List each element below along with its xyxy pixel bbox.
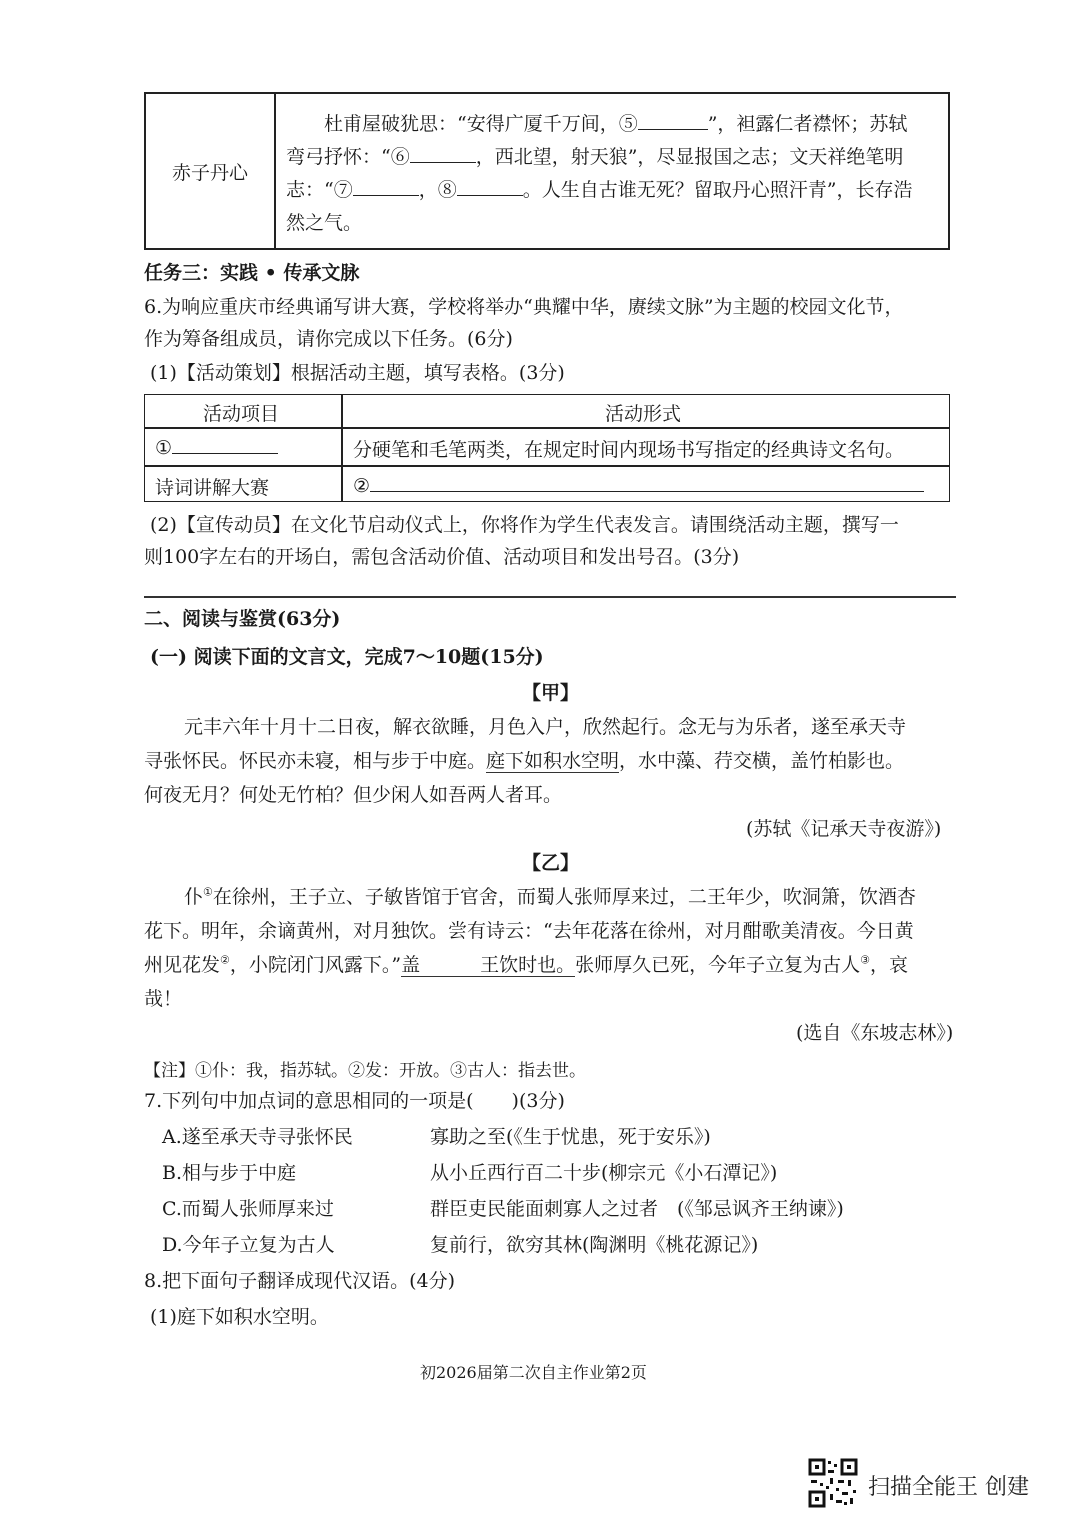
q6-2-line1: (2)【宣传动员】在文化节启动仪式上，你将作为学生代表发言。请围绕活动主题，撰写一 <box>150 514 899 536</box>
yi-underlined-sentence <box>401 954 575 977</box>
q6-stem-line2: 作为筹备组成员，请你完成以下任务。(6分) <box>144 328 513 350</box>
content-text: ”，袒露仁者襟怀；苏轼 <box>707 113 908 135</box>
q8-stem: 8.把下面句子翻译成现代汉语。(4分) <box>144 1270 456 1292</box>
yi-text: 在徐州，王子立、子敏皆馆于官舍，而蜀人张师厚来过，二王年少，吹洞箫，饮酒杏 <box>212 886 916 908</box>
q7-option-a-right: 寡助之至(《生于忧患，死于安乐》) <box>430 1126 711 1148</box>
table-divider <box>341 395 343 501</box>
section2-title: 二、阅读与鉴赏(63分) <box>144 608 341 630</box>
table-divider <box>274 94 276 248</box>
table-divider <box>145 427 949 429</box>
row2-form-label: ② <box>353 475 371 497</box>
q7-option-c-left[interactable]: C.而蜀人张师厚来过 <box>162 1198 334 1220</box>
content-text: 然之气。 <box>286 212 363 234</box>
q7-option-d-left[interactable]: D.今年子立复为古人 <box>162 1234 335 1256</box>
footnote-marker: ① <box>203 885 213 899</box>
q8-sub1: (1)庭下如积水空明。 <box>150 1306 329 1328</box>
jia-line3: 何夜无月？何处无竹柏？但少闲人如吾两人者耳。 <box>144 784 563 806</box>
content-text: 。人生自古谁无死？留取丹心照汗青”，长存浩 <box>522 179 913 201</box>
content-text: 志：“⑦ <box>286 179 353 201</box>
yi-line3 <box>144 950 908 977</box>
answer-line[interactable] <box>144 596 956 598</box>
activity-table <box>144 394 950 502</box>
q7-option-c-right: 群臣吏民能面刺寡人之过者 (《邹忌讽齐王纳谏》) <box>430 1198 844 1220</box>
qr-code-icon <box>808 1458 858 1508</box>
page-footer: 初2026届第二次自主作业第2页 <box>420 1363 647 1382</box>
yi-text: 张师厚久已死，今年子立复为古人 <box>575 954 861 976</box>
blank-5[interactable] <box>638 111 708 130</box>
jia-line1: 元丰六年十月十二日夜，解衣欲睡，月色入户，欣然起行。念无与为乐者，遂至承天寺 <box>184 716 907 738</box>
jia-text: 寻张怀民。怀民亦未寝，相与步于中庭。 <box>144 750 487 772</box>
q7-option-d-right: 复前行，欲穷其林(陶渊明《桃花源记》) <box>430 1234 759 1256</box>
section2-subtitle: (一) 阅读下面的文言文，完成7～10题(15分) <box>150 646 544 668</box>
table-divider <box>145 465 949 467</box>
jia-text: ，水中藻、荇交横，盖竹柏影也。 <box>619 750 905 772</box>
table-row-content <box>286 108 942 240</box>
q7-option-a-left[interactable]: A.遂至承天寺寻张怀民 <box>162 1126 353 1148</box>
footnote-marker: ③ <box>860 953 871 967</box>
row2-item: 诗词讲解大赛 <box>155 477 270 499</box>
yi-source: (选自《东坡志林》) <box>796 1022 954 1044</box>
row2-form <box>353 473 924 497</box>
row1-item <box>155 435 278 459</box>
jia-line2 <box>144 746 904 773</box>
blank-6[interactable] <box>410 144 476 163</box>
content-text: ，西北望，射天狼”，尽显报国之志；文天祥绝笔明 <box>475 146 904 168</box>
blank-1[interactable] <box>172 435 278 454</box>
blank-7[interactable] <box>353 177 419 196</box>
yi-line1 <box>184 882 916 909</box>
annotation-note: 【注】①仆：我，指苏轼。②发：开放。③古人：指去世。 <box>144 1061 586 1081</box>
yi-text: 仆 <box>184 886 204 908</box>
header-activity-form: 活动形式 <box>605 403 682 425</box>
yi-text: 盖 <box>401 954 421 976</box>
yi-text: ，小院闭门风露下。” <box>229 954 402 976</box>
table-row-label: 赤子丹心 <box>171 161 248 184</box>
blank-2[interactable] <box>370 473 924 492</box>
scanner-watermark: 扫描全能王 创建 <box>868 1475 1029 1500</box>
yi-text: 王饮时也。 <box>480 954 576 976</box>
passage-jia-title: 【甲】 <box>522 682 580 704</box>
q7-stem: 7.下列句中加点词的意思相同的一项是( )(3分) <box>144 1090 565 1112</box>
q7-option-b-left[interactable]: B.相与步于中庭 <box>162 1162 297 1184</box>
yi-text: 州见花发 <box>144 954 221 976</box>
passage-yi-title: 【乙】 <box>522 852 580 874</box>
q7-option-b-right: 从小丘西行百二十步(柳宗元《小石潭记》) <box>430 1162 778 1184</box>
row1-item-label: ① <box>155 437 173 459</box>
row1-form: 分硬笔和毛笔两类，在规定时间内现场书写指定的经典诗文名句。 <box>353 439 905 461</box>
content-text: 弯弓抒怀：“⑥ <box>286 146 410 168</box>
header-activity-item: 活动项目 <box>203 403 280 425</box>
jia-source: (苏轼《记承天寺夜游》) <box>746 818 942 840</box>
task3-title: 任务三：实践 • 传承文脉 <box>144 262 360 284</box>
q6-1-prompt: (1)【活动策划】根据活动主题，填写表格。(3分) <box>150 362 565 384</box>
jia-underlined-sentence: 庭下如积水空明 <box>486 750 620 772</box>
content-text: ，⑧ <box>418 179 457 201</box>
footnote-marker: ② <box>220 953 230 967</box>
q6-stem-line1: 6.为响应重庆市经典诵写讲大赛，学校将举办“典耀中华，赓续文脉”为主题的校园文化节， <box>144 296 904 318</box>
content-text: 杜甫屋破犹思：“安得广厦千万间，⑤ <box>324 113 638 135</box>
poetry-fill-table <box>144 92 950 250</box>
yi-line2: 花下。明年，余谪黄州，对月独饮。尝有诗云：“去年花落在徐州，对月酣歌美清夜。今日黄 <box>144 920 914 942</box>
yi-text: ，哀 <box>870 954 909 976</box>
yi-line4: 哉！ <box>144 988 183 1010</box>
q6-2-line2: 则100字左右的开场白，需包含活动价值、活动项目和发出号召。(3分) <box>144 546 740 568</box>
blank-8[interactable] <box>457 177 523 196</box>
